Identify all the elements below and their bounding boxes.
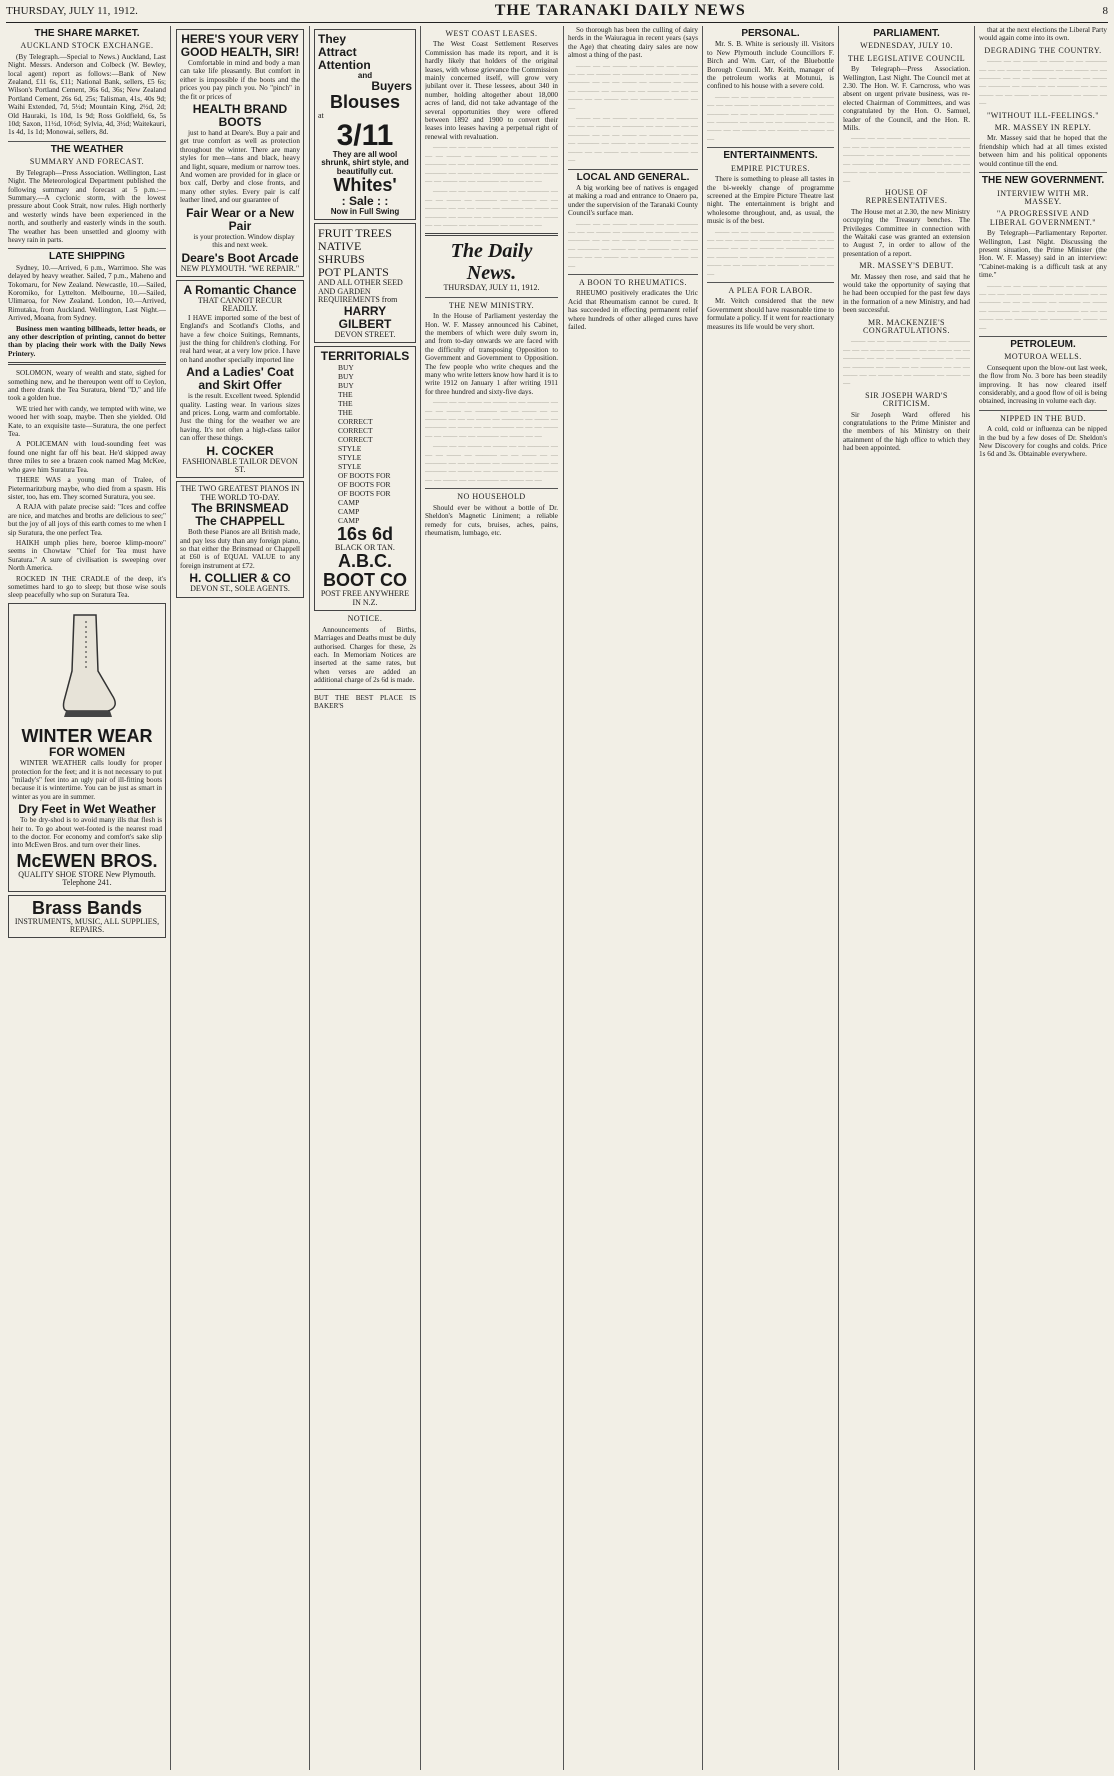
nursery-item: FRUIT TREES (318, 226, 392, 241)
blouse-text: They are all wool shrunk, shirt style, and beautifully cut. (321, 149, 409, 176)
text-continuation: —— — — —— — —— — — ——— — — — —— — ——— — — —— — — ——— — — — —— — ——— — —— — ——— — —— — — ——— — — — —— — — —— — — ——— — —— — — (707, 92, 834, 143)
romantic-heading: A Romantic Chance (183, 282, 297, 297)
interview-subheading: "A PROGRESSIVE AND LIBERAL GOVERNMENT." (989, 209, 1097, 227)
text-continuation: —— — — —— — —— — — ——— — — — —— — ——— — — —— — — ——— — — — —— — ——— — —— — ——— — —— — — ——— — — — —— — — —— — — ——— — —— — — (979, 57, 1107, 108)
health-brand-advert (176, 29, 304, 277)
local-general-heading: LOCAL AND GENERAL. (576, 171, 690, 183)
local-general-text: A big working bee of natives is engaged at making a road and entrance to Onaero pa, under the supervision of the Taranaki County Council's surface man. (568, 183, 698, 218)
ward-heading: SIR JOSEPH WARD'S CRITICISM. (865, 390, 948, 409)
pianos-advert (176, 481, 304, 597)
territorials-word: CORRECT (338, 426, 373, 436)
brass-bands-advert (8, 895, 166, 939)
shipping-heading: LATE SHIPPING (49, 251, 125, 263)
territorials-advert (314, 346, 416, 611)
column-2 (176, 26, 304, 1770)
blouse-price: 3/11 (336, 118, 394, 152)
fair-wear-text: is your protection. Window display this and next week. (193, 232, 295, 250)
coat-heading: And a Ladies' Coat and Skirt Offer (186, 365, 294, 393)
entertainments-heading: ENTERTAINMENTS. (723, 150, 818, 162)
romantic-text: I HAVE imported some of the best of England's and Scotland's Cloths, and have a few choice Suitings, Remnants, just the thing for children's clothing. For real hard wear, at a very low price. I have on hand another specially imported line (180, 313, 300, 364)
reps-text: The House met at 2.30, the new Ministry occupying the Treasury benches. The Privileges Committee in connection with the Waitaki case was granted an extension to August 7, in order to allow of the presentation of a report. (843, 207, 970, 258)
attract-line: and (357, 71, 373, 80)
text-continuation: —— — — —— — —— — — ——— — — — —— — ——— — — —— — — ——— — — — —— — ——— — —— — ——— — —— — — ——— — — — —— — — —— — — ——— — —— — — (979, 281, 1107, 332)
debut-heading: MR. MASSEY'S DEBUT. (859, 261, 954, 271)
ladies-boot-illustration (52, 611, 122, 721)
winter-wear-advert (8, 603, 166, 892)
ward-text: Sir Joseph Ward offered his congratulations to the Prime Minister and the members of his Ministry on their attainment of the high office to which they had been appointed. (843, 410, 970, 453)
pianos-text: Both these Pianos are all British made, and pay less duty than any foreign piano, so that either the Brinsmead or Chappell at £60 is of EQUAL VALUE to any foreign instrument at £72. (180, 528, 300, 570)
reply-text: Mr. Massey said that he hoped that the friendship which had at all times existed between him and his political opponents would continue till the end. (979, 134, 1107, 168)
elections-text: that at the next elections the Liberal Party would again come into its own. (979, 26, 1107, 43)
abc-name: A.B.C. BOOT CO (323, 551, 407, 591)
masthead-title: THE TARANAKI DAILY NEWS (494, 2, 746, 19)
column-4 (425, 26, 558, 1770)
health-text-2: just to hand at Deare's. Buy a pair and get true comfort as well as protection throughout the winter. There are many styles for men—tans and black, heavy and light, square, medium or narrow toes. And women are provided for in glace or box calf, Derby and close fronts, and many other styles. Every pair is calf leather lined, and our guarantee of (180, 129, 300, 205)
territorials-word: OF BOOTS FOR (338, 480, 391, 490)
paper-date: THURSDAY, JULY 11, 1912. (443, 283, 540, 293)
territorials-word: THE (338, 399, 353, 409)
paper-nameplate: The Daily News. (450, 240, 533, 285)
reps-heading: HOUSE OF REPRESENTATIVES. (865, 187, 948, 206)
petroleum-heading: PETROLEUM. (1010, 339, 1076, 350)
parliament-heading: PARLIAMENT. (873, 28, 940, 39)
column-rule (838, 26, 839, 1770)
mackenzie-heading: MR. MACKENZIE'S CONGRATULATIONS. (863, 317, 950, 335)
boots-price: 16s 6d (336, 524, 394, 545)
column-rule (309, 26, 310, 1770)
household-heading: NO HOUSEHOLD (457, 492, 526, 502)
bakers-line: BUT THE BEST PLACE IS BAKER'S (314, 693, 416, 710)
chappell-name: The CHAPPELL (195, 514, 285, 529)
territorials-word: BUY (338, 372, 354, 382)
territorials-word: CAMP (338, 498, 360, 508)
territorials-word: OF BOOTS FOR (338, 471, 391, 481)
territorials-word: THE (338, 408, 353, 418)
column-rule (702, 26, 703, 1770)
deare-subtext: NEW PLYMOUTH. "WE REPAIR." (180, 263, 300, 273)
tea-advert: SOLOMON, weary of wealth and state, sighed for something new, and he thereupon went off to Ceylon, and there drank the Tea Suratura, blend "D," and life took a golden hue. (8, 369, 166, 403)
petroleum-subheading: MOTUROA WELLS. (1004, 352, 1082, 362)
blouses-heading: Blouses (329, 92, 401, 113)
territorials-word: CAMP (338, 507, 360, 517)
leases-text: The West Coast Settlement Reserves Commission has made its report, and it is hardly likely that holders of the original leases, with whose grievance the Commission mainly concerned itself, will grow very jubilant over it. These lessees, about 340 in number, holding altogether about 18,000 acres of land, did not take advantage of the several opportunities they were offered between 1892 and 1900 to convert their leases into leases having a perpetual right of renewal with revaluation. (425, 40, 558, 141)
council-text: By Telegraph—Press Association. Wellington, Last Night. The Council met at 2.30. The Hon. W. F. Carncross, who was absent on urgent private business, was re-elected Chairman of Committees, and was congratulated by the Hon. O. Samuel, leader of the Council, and the Hon. R. Mills. (843, 65, 970, 133)
health-brand-heading: HEALTH BRAND BOOTS (192, 102, 288, 130)
territorials-list (318, 363, 412, 525)
territorials-word: CAMP (338, 516, 360, 526)
abc-subtext: POST FREE ANYWHERE IN N.Z. (320, 589, 410, 607)
column-1 (8, 26, 166, 1770)
column-rule (974, 26, 975, 1770)
pianos-heading: THE TWO GREATEST PIANOS IN THE WORLD TO-DAY. (180, 484, 300, 502)
debut-text: Mr. Massey then rose, and said that he would take the opportunity of saying that he had been occupied for the past few days in the formation of a new Ministry, and had been successful. (843, 272, 970, 315)
new-government-heading: THE NEW GOVERNMENT. (981, 175, 1105, 187)
brinsmead-name: The BRINSMEAD (191, 501, 289, 516)
weather-text: By Telegraph—Press Association. Wellington, Last Night. The Meteorological Department published the following summary and forecast at 5 p.m.:—Summary.—A cyclonic storm, with the lowest pressure about Cook Strait, now rules. High northerly and westerly winds have been experienced in the north, and southerly and easterly winds in the south. The weather has been unsettled and gloomy with heavy rain in parts. (8, 168, 166, 244)
mcewen-subtext: QUALITY SHOE STORE New Plymouth. Telephone 241. (18, 869, 156, 888)
share-market-text: (By Telegraph.—Special to News.) Auckland, Last Night. Messrs. Anderson and Colbeck (W. Bewley, local agent) report as follows:—Bank of New Zealand, £11 6s, £11; National Bank, sellers, £5 6s; Wilson's Portland Cement, 36s 6d, 36s; New Zealand Portland Cement, 26s 6d, 25s; Talisman, 41s, 40s 9d; Waihi Extended, 7d, 5½d; Mountain King, 2½d, 2d; Old Hauraki, 1s 10d, 1s 9d; Ross Goldfield, 6s, 5s 10d; Saxon, 11½d, 10½d; Sylvia, 4d, 3½d; Waitekauri, 1s 4d, 1s 1d; Monowai, sellers, 8d. (8, 52, 166, 137)
sale-label: : Sale : : (341, 194, 389, 209)
column-3 (314, 26, 416, 1770)
nursery-item: SHRUBS (318, 252, 365, 267)
territorials-word: CORRECT (338, 417, 373, 427)
territorials-word: STYLE (338, 444, 362, 454)
labor-heading: A PLEA FOR LABOR. (728, 285, 813, 295)
brass-bands-subheading: INSTRUMENTS, MUSIC, ALL SUPPLIES, REPAIRS. (14, 916, 160, 935)
tea-advert: WE tried her with candy, we tempted with wine, we wooed her with soap, maybe. Then she yielded. Old Kate, to an exquisite taste—Suratura, the one perfect Tea. (8, 404, 166, 439)
notice-heading: NOTICE. (347, 614, 383, 624)
coat-text: is the result. Excellent tweed. Splendid quality. Lasting wear. In various sizes and prices. Long, warm and comfortable. Just the thing for the weather we are having. It's not often a high-class tailor can offer these things. (180, 392, 300, 443)
entertainments-text: There is something to please all tastes in the bi-weekly change of programme screened at the Empire Picture Theatre last night. The entertainment is bright and wholesome throughout, and, as usual, the music is of the best. (707, 175, 834, 226)
romantic-subheading: THAT CANNOT RECUR READILY. (197, 295, 283, 314)
cocker-name: H. COCKER (206, 443, 274, 458)
swing-label: Now in Full Swing (330, 207, 400, 217)
share-market-subheading: AUCKLAND STOCK EXCHANGE. (20, 41, 154, 51)
mcewen-name: McEWEN BROS. (16, 850, 158, 871)
collier-subtext: DEVON ST., SOLE AGENTS. (190, 584, 290, 594)
leases-heading: WEST COAST LEASES. (445, 29, 538, 38)
nipped-heading: NIPPED IN THE BUD. (1000, 413, 1086, 423)
nipped-text: A cold, cold or influenza can be nipped in the bud by a few doses of Dr. Sheldon's New Discovery for coughs and colds. Price 1s 6d and 3s. Obtainable everywhere. (979, 425, 1107, 459)
tea-advert: A POLICEMAN with loud-sounding feet was found one night far off his beat. He'd skipped away three miles to see a brazen cook named Mag McKee, who gave him Suratura Tea. (8, 440, 166, 474)
health-heading: HERE'S YOUR VERY GOOD HEALTH, SIR! (180, 32, 300, 59)
household-text: Should ever be without a bottle of Dr. Sheldon's Magnetic Liniment; a reliable remedy for cuts, bruises, aches, pains, rheumatism, lumbago, etc. (425, 503, 558, 537)
masthead-date: THURSDAY, JULY 11, 1912. (6, 5, 138, 17)
attract-line: Attract (318, 45, 357, 59)
column-rule (563, 26, 564, 1770)
attract-line: Attention (318, 58, 371, 72)
nursery-item: NATIVE (318, 239, 362, 254)
fair-wear-heading: Fair Wear or a New Pair (186, 205, 294, 233)
gilbert-advert (314, 223, 416, 343)
degrading-heading: DEGRADING THE COUNTRY. (984, 45, 1102, 55)
without-heading: "WITHOUT ILL-FEELINGS." (986, 110, 1100, 120)
territorials-heading: TERRITORIALS (320, 349, 410, 364)
black-tan-label: BLACK OR TAN. (335, 543, 395, 553)
text-continuation: —— — — —— — —— — — ——— — — — —— — ——— — — —— — — ——— — — — —— — ——— — —— — ——— — —— — — ——— — — — —— — — —— — — ——— — —— — — —— — — —— — —— — — ——— — — — —— — ——— — — —— — — ——— — — — —— — ——— — —— — ——— — —— — — ——— — — — —— — — —— — — ——— — —— — — (568, 61, 698, 165)
entertainments-subheading: EMPIRE PICTURES. (730, 163, 811, 173)
territorials-word: THE (338, 390, 353, 400)
labor-text: Mr. Veitch considered that the new Government should have reasonable time to formulate a policy. If it went for reactionary measures its life would be very short. (707, 297, 834, 331)
winter-wear-heading: WINTER WEAR (21, 726, 153, 747)
ministry-heading: THE NEW MINISTRY. (448, 300, 535, 310)
column-rule (170, 26, 171, 1770)
whites-blouses-advert (314, 29, 416, 220)
text-continuation: —— — — —— — —— — — ——— — — — —— — ——— — — —— — — ——— — — — —— — ——— — —— — ——— — —— — — ——— — — — —— — — —— — — ——— — —— — — (843, 337, 970, 388)
share-market-heading: THE SHARE MARKET. (34, 28, 140, 39)
territorials-word: OF BOOTS FOR (338, 489, 391, 499)
interview-text: By Telegraph—Parliamentary Reporter. Wellington, Last Night. Discussing the present situation, the Prime Minister (the Hon. W. F. Massey) said in an interview: "Cabinet-making is a difficult task at any time." (979, 229, 1107, 280)
territorials-word: STYLE (338, 453, 362, 463)
reply-heading: MR. MASSEY IN REPLY. (994, 123, 1092, 133)
column-rule (420, 26, 421, 1770)
rheumatics-heading: A BOON TO RHEUMATICS. (579, 277, 687, 287)
winter-wear-subheading: FOR WOMEN (49, 745, 125, 760)
territorials-word: CORRECT (338, 435, 373, 445)
brass-bands-heading: Brass Bands (31, 897, 143, 918)
ministry-text: In the House of Parliament yesterday the Hon. W. F. Massey announced his Cabinet, the members of which were duly sworn in, and from to-day onwards we are faced with the difficulty of transposing Opposition to Government and Government to Opposition. The few people who write cheques and the many who write letters know how hard it is to write 1912 on January 1 after writing 1911 for three hundred and sixty-five days. (425, 312, 558, 396)
text-continuation: —— — — —— — —— — — ——— — — — —— — ——— — — —— — — ——— — — — —— — ——— — —— — ——— — —— — — ——— — — — —— — — —— — — ——— — —— — — —— — — —— — —— — — ——— — — — —— — ——— — — —— — — ——— — — — —— — ——— — —— — ——— — —— — — ——— — — — —— — — —— — — ——— — —— — — (425, 143, 558, 229)
cocker-subtext: FASHIONABLE TAILOR DEVON ST. (182, 456, 298, 474)
masthead-page-number: 8 (1102, 5, 1108, 17)
tea-advert: A RAJA with palate precise said: "Ices and coffee are nice, and matches and broths are delicious to see;" but the joy of all joys of this earth comes to me when I sip Suratura, the one perfect Tea. (8, 503, 166, 537)
at-label: at (318, 111, 324, 121)
parliament-date: WEDNESDAY, JULY 10. (860, 41, 953, 51)
territorials-word: BUY (338, 381, 354, 391)
personal-text: Mr. S. B. White is seriously ill. Visitors to New Plymouth include Councillors F. Birch and Wm. Carr, of the Bluebottle Borough Council. Mr. Keith, manager of the petroleum works at Motunui, is confined to his house with a severe cold. (707, 40, 834, 91)
weather-subheading: SUMMARY AND FORECAST. (29, 157, 145, 167)
attract-line: Buyers (371, 79, 412, 94)
personal-heading: PERSONAL. (741, 28, 800, 39)
tea-advert: THERE WAS a young man of Tralee, of Pietermaritzburg maybe, who died from a spasm. His sister, too, has em. They scorned Suratura, you see. (8, 476, 166, 501)
territorials-word: BUY (338, 363, 354, 373)
weather-heading: THE WEATHER (50, 143, 124, 155)
text-continuation: —— — — —— — —— — — ——— — — — —— — ——— — — —— — — ——— — — — —— — ——— — —— — ——— — —— — — ——— — — — —— — — —— — — ——— — —— — — (843, 134, 970, 185)
column-8 (979, 26, 1107, 1770)
dry-feet-text: To be dry-shod is to avoid many ills that flesh is heir to. To go about wet-footed is the nearest road to the doctor. For economy and comfort's sake slip into McEwen Bros. and turn over their lines. (12, 816, 162, 850)
column-5 (568, 26, 698, 1770)
health-text: Comfortable in mind and body a man can take life pleasantly. But comfort in either is impossible if the boots and the prices you pay pinch you. No "pinch" in the fit or prices of (180, 59, 300, 101)
deare-name: Deare's Boot Arcade (181, 250, 299, 265)
dairy-text: So thorough has been the culling of dairy herds in the Waiuragua in recent years (says the Age) that cheating dairy sales are now almost a thing of the past. (568, 26, 698, 60)
attract-line: They (318, 32, 347, 46)
masthead (6, 0, 1108, 23)
printery-notice: Business men wanting billheads, letter heads, or any other description of printing, cannot do better than by placing their work with the Daily News Printery. (8, 324, 166, 358)
winter-wear-text: WINTER WEATHER calls loudly for proper protection for the feet; and it is not necessary to put "milady's" feet into an ugly pair of ill-fitting boots because it is wintertime. You can be just as smart in winter as you are in summer. (12, 759, 162, 801)
interview-heading: INTERVIEW WITH MR. MASSEY. (997, 188, 1089, 206)
gilbert-subtext: DEVON STREET. (334, 329, 396, 339)
cocker-advert (176, 280, 304, 479)
nursery-item: POT PLANTS (318, 265, 389, 280)
petroleum-text: Consequent upon the blow-out last week, the flow from No. 3 bore has been steadily improving. It has now cleared itself considerably, and a good flow of oil is being obtained, increasing in volume each day. (979, 363, 1107, 406)
gilbert-name: HARRY GILBERT (338, 303, 392, 331)
collier-name: H. COLLIER & CO (189, 571, 291, 586)
text-continuation: —— — — —— — —— — — ——— — — — —— — ——— — — —— — — ——— — — — —— — ——— — —— — ——— — —— — — ——— — — — —— — — —— — — ——— — —— — — —— — — —— — —— — — ——— — — — —— — ——— — — —— — — ——— — — — —— — ——— — —— — ——— — —— — — ——— — — — —— — — —— — — ——— — —— — — (425, 398, 558, 484)
nursery-text: AND ALL OTHER SEED AND GARDEN REQUIREMENTS from (318, 278, 403, 305)
column-7 (843, 26, 970, 1770)
text-continuation: —— — — —— — —— — — ——— — — — —— — ——— — — —— — — ——— — — — —— — ——— — —— — ——— — —— — — ——— — — — —— — — —— — — ——— — —— — — (707, 227, 834, 278)
tea-advert: HAIKH umph plies here, boeroe klimp-moore" seems in Chowtaw "Chief for Tea must have Suratura." A sure of civilisation is sweeping over North America. (8, 538, 166, 573)
text-continuation: —— — — —— — —— — — ——— — — — —— — ——— — — —— — — ——— — — — —— — ——— — —— — ——— — —— — — ——— — — — —— — — —— — — ——— — —— — — (568, 219, 698, 270)
notice-text: Announcements of Births, Marriages and Deaths must be duly authorised. Charges for these, 2s each. In Memoriam Notices are inserted at the same rates, but when verses are added an additional charge of 2s 6d is made. (314, 625, 416, 685)
dry-feet-heading: Dry Feet in Wet Weather (18, 802, 156, 817)
council-heading: THE LEGISLATIVE COUNCIL (847, 53, 966, 63)
tea-advert: ROCKED IN THE CRADLE of the deep, it's sometimes hard to go to sleep; but those wise souls sleep peacefully who sup on Suratura Tea. (8, 574, 166, 600)
column-6 (707, 26, 834, 1770)
territorials-word: STYLE (338, 462, 362, 472)
whites-name: Whites' (333, 175, 397, 196)
rheumatics-text: RHEUMO positively eradicates the Uric Acid that Rheumatism cannot be cured. It has succeeded in effecting permanent relief where hundreds of other alleged cures have failed. (568, 289, 698, 331)
shipping-text: Sydney, 10.—Arrived, 6 p.m., Warrimoo. She was delayed by heavy weather. Sailed, 7 p.m., Maheno and Tokomaru, for New Zealand. Newcastle, 10.—Sailed, Koromiko, for Lyttelton. Melbourne, 10.—Sailed, Ulimaroa, for New Zealand. London, 10.—Arrived, Rimutaka, from Auckland. Wellington, Last Night.—Arrived, Moana, from Sydney. (8, 263, 166, 323)
